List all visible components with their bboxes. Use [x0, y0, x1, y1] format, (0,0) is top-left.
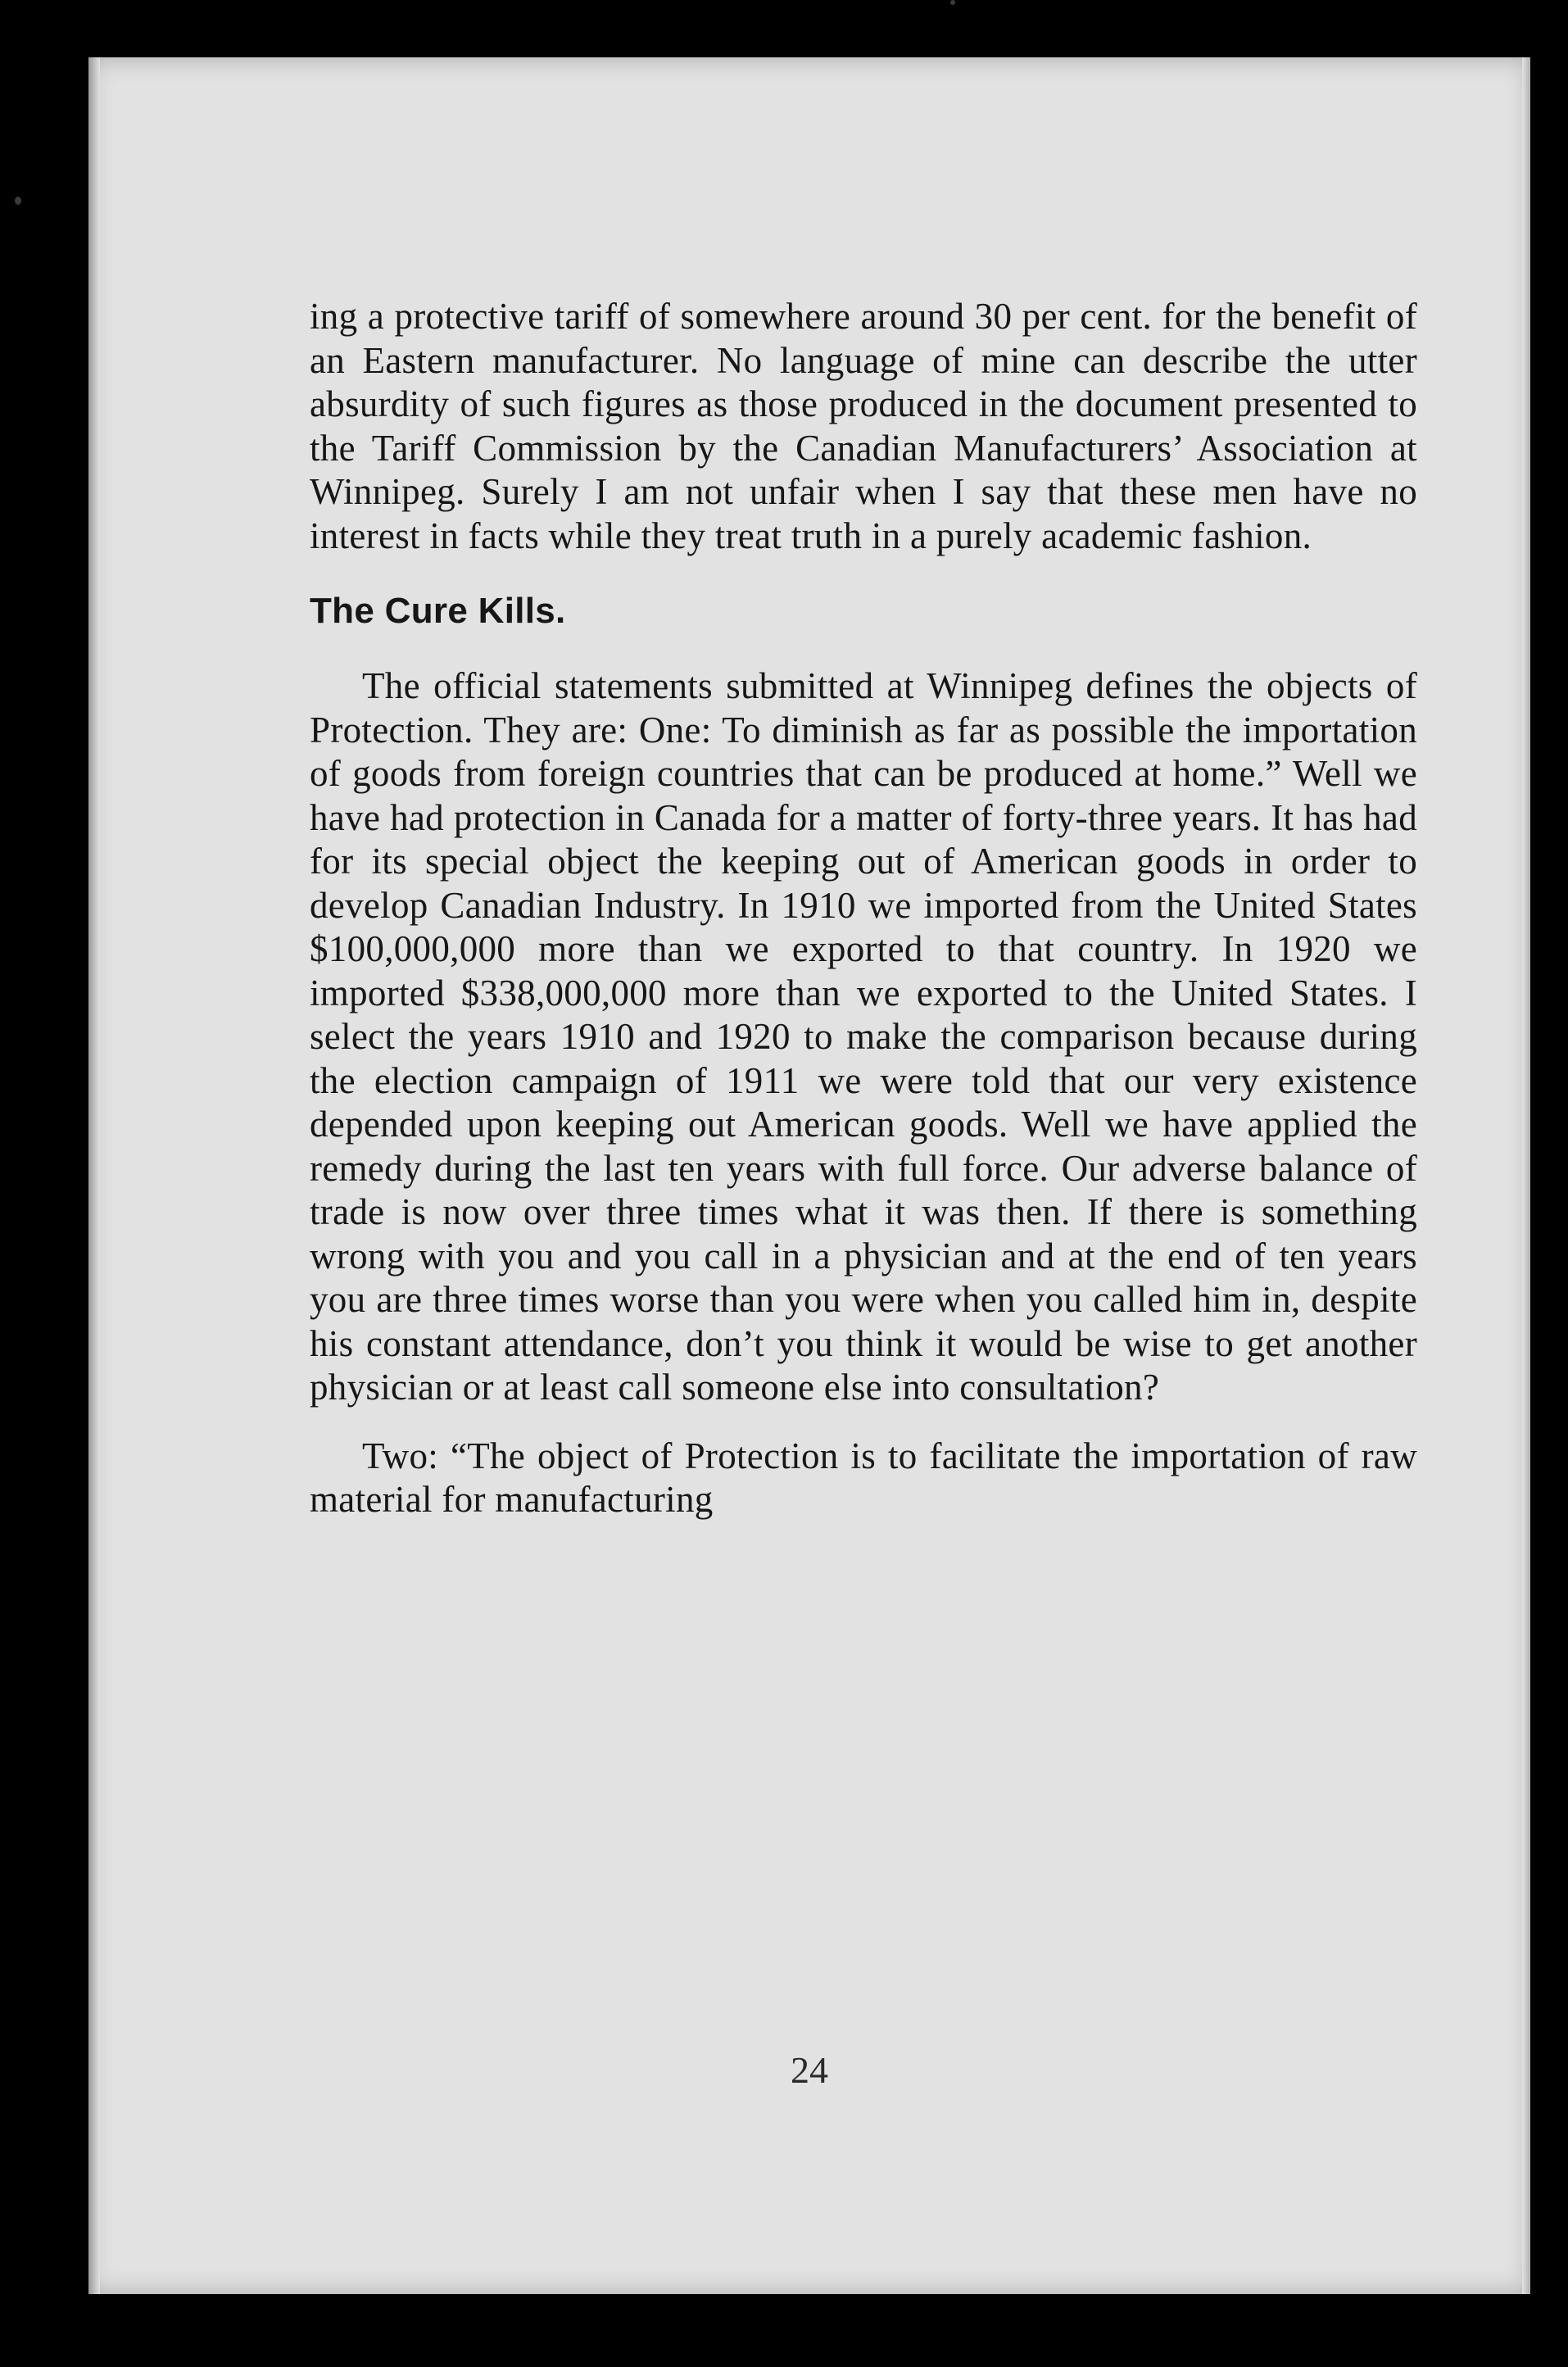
body-paragraph: Two: “The object of Protection is to facilitate the importation of raw material for manufacturing	[310, 1435, 1417, 1520]
page-body	[310, 295, 1417, 1522]
body-paragraph: The official statements submitted at Winnipeg defines the objects of Protection. They are: One: To diminish as far as possible the importation of goods from foreign countries that can be produced at home.” Well we have had protection in Canada for a matter of forty-three years. It has had for its special object the keeping out of American goods in order to develop Canadian Industry. In 1910 we imported from the United States $100,000,000 more than we exported to that country. In 1920 we imported $338,000,000 more than we exported to the United States. I select the years 1910 and 1920 to make the comparison because during the election campaign of 1911 we were told that our very existence depended upon keeping out American goods. Well we have applied the remedy during the last ten years with full force. Our adverse balance of trade is now over three times what it was then. If there is something wrong with you and you call in a physician and at the end of ten years you are three times worse than you were when you called him in, despite his constant attendance, don’t you think it would be wise to get another physician or at least call someone else into consultation?	[310, 665, 1417, 1408]
scan-speck	[950, 0, 955, 5]
continued-paragraph: ing a protective tariff of somewhere around 30 per cent. for the benefit of an Eastern manufacturer. No language of mine can describe the utter absurdity of such figures as those produced in the document presented to the Tariff Commission by the Canadian Manufacturers’ Association at Winnipeg. Surely I am not unfair when I say that these men have no interest in facts while they treat truth in a purely academic fashion.	[310, 296, 1417, 556]
scan-speck	[15, 197, 21, 205]
page-number: 24	[791, 2049, 828, 2091]
section-heading: The Cure Kills.	[310, 591, 566, 631]
book-page	[88, 57, 1530, 2294]
